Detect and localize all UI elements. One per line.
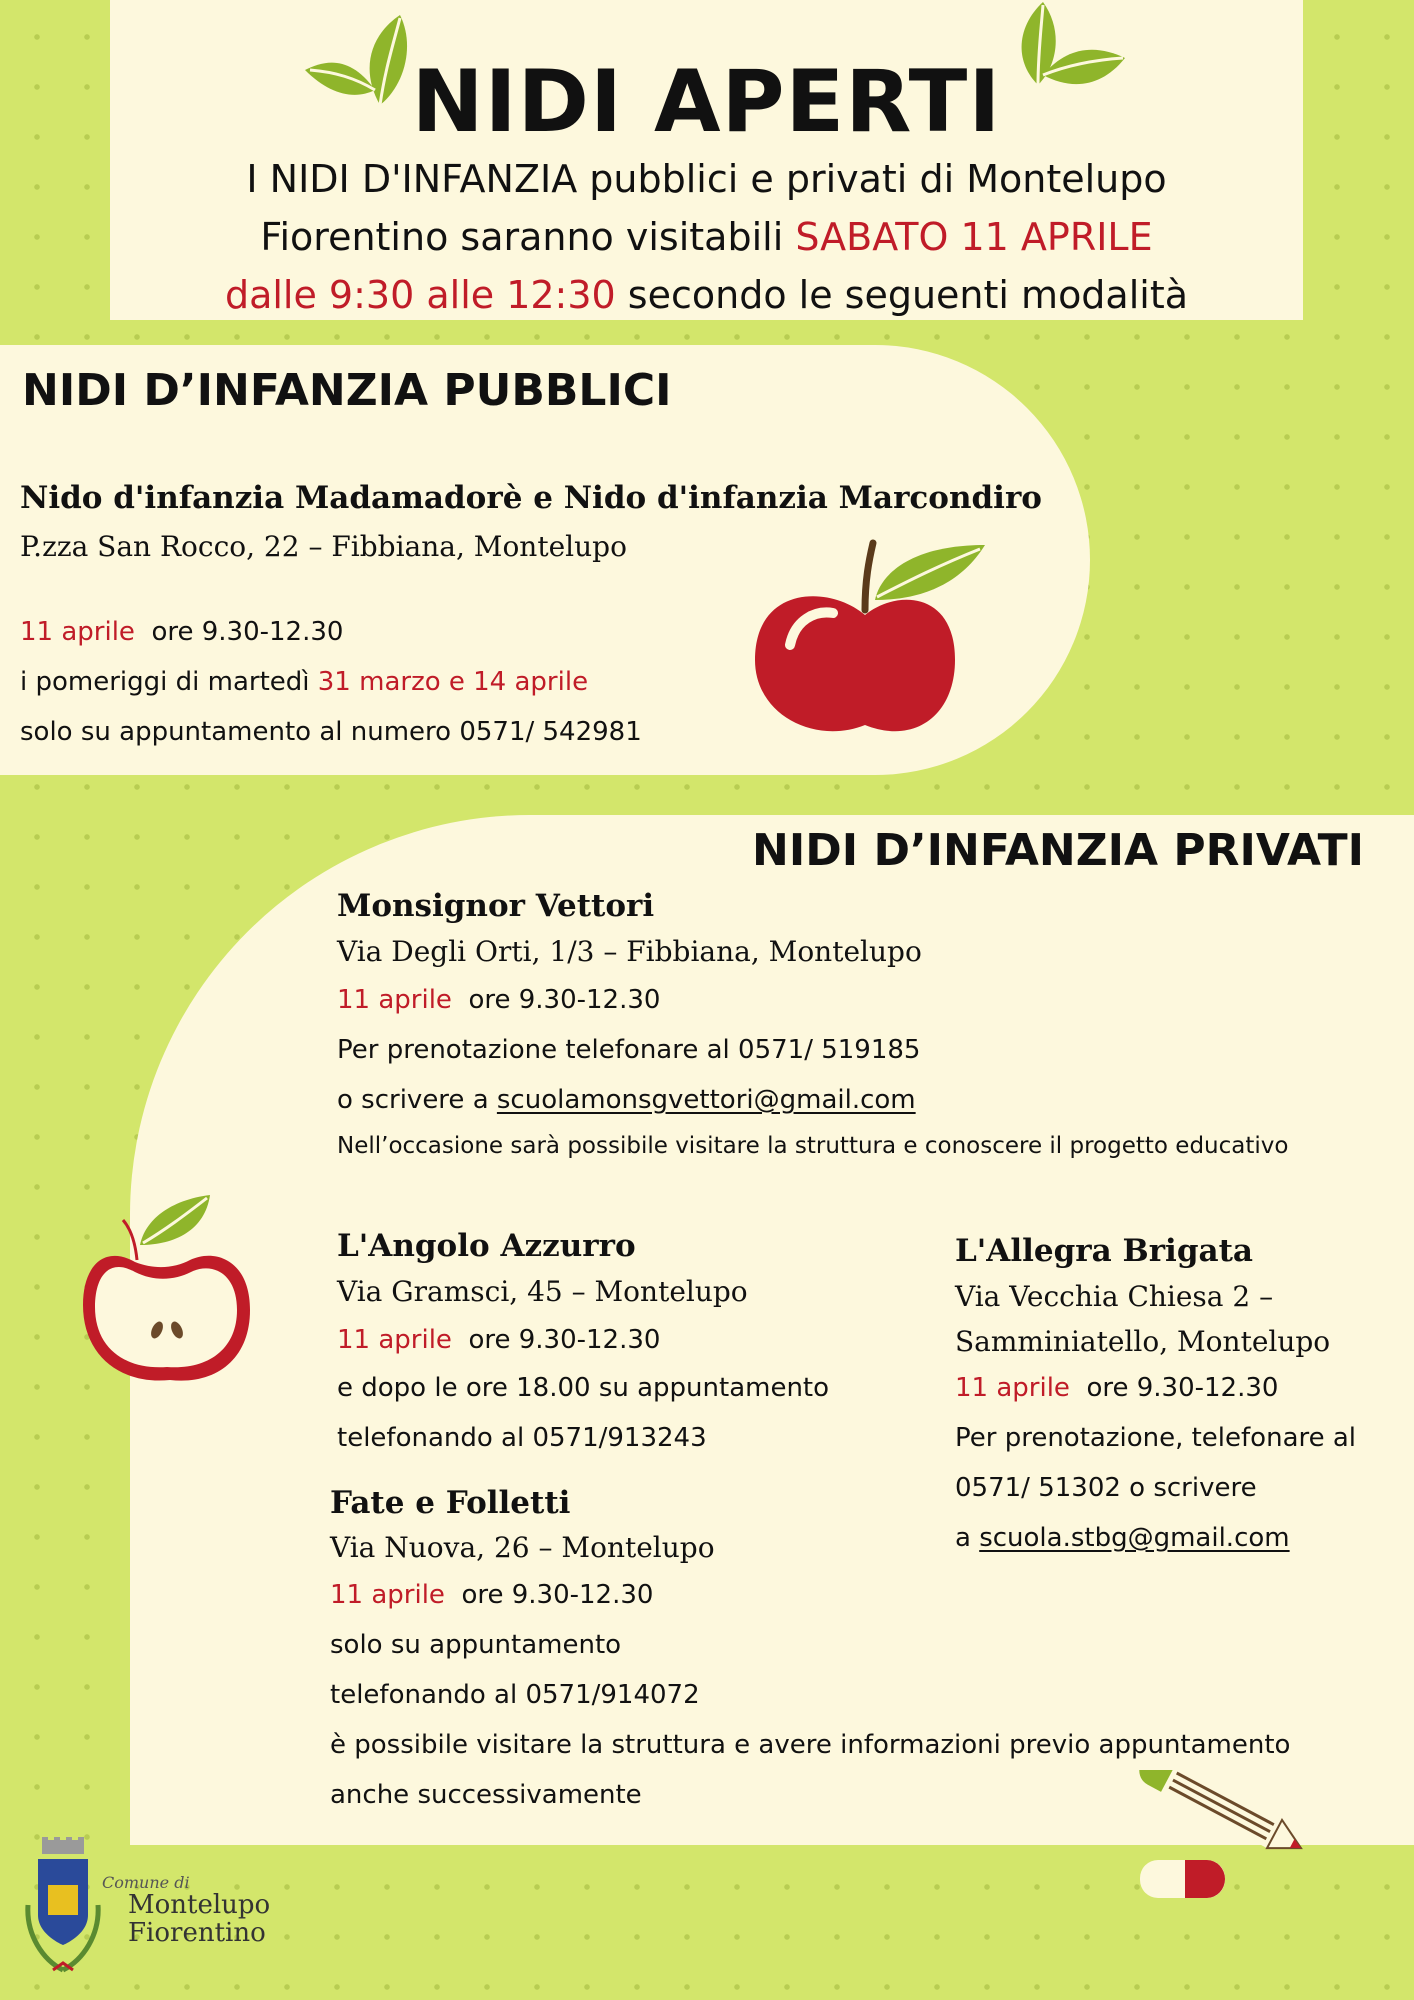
allegra-name: L'Allegra Brigata — [955, 1233, 1253, 1269]
intro-date: SABATO 11 APRILE — [795, 215, 1153, 259]
allegra-email-prefix: a — [955, 1523, 980, 1553]
angolo-line-1: e dopo le ore 18.00 su appuntamento — [337, 1373, 830, 1403]
public-appointment: solo su appuntamento al numero 0571/ 542981 — [20, 717, 642, 747]
half-apple-icon — [75, 1190, 265, 1400]
public-hours: ore 9.30-12.30 — [151, 617, 344, 647]
allegra-line-2: 0571/ 51302 o scrivere — [955, 1473, 1257, 1503]
logo-name — [128, 1891, 270, 1947]
vettori-name: Monsignor Vettori — [337, 888, 655, 924]
fate-date: 11 aprile — [330, 1580, 445, 1610]
vettori-email-link[interactable]: scuolamonsgvettori@gmail.com — [496, 1085, 916, 1115]
logo-comune-di: Comune di — [102, 1873, 190, 1892]
angolo-hours: ore 9.30-12.30 — [468, 1325, 661, 1355]
fate-open-day — [330, 1580, 653, 1610]
intro-text — [150, 150, 1263, 324]
public-afternoons-dates: 31 marzo e 14 aprile — [317, 667, 589, 697]
public-date: 11 aprile — [20, 617, 135, 647]
allegra-email-link[interactable]: scuola.stbg@gmail.com — [979, 1523, 1290, 1553]
vettori-address: Via Degli Orti, 1/3 – Fibbiana, Montelupo — [337, 935, 922, 968]
angolo-address: Via Gramsci, 45 – Montelupo — [337, 1275, 748, 1308]
vettori-phone: Per prenotazione telefonare al 0571/ 519185 — [337, 1035, 921, 1065]
municipality-logo — [18, 1835, 318, 1985]
allegra-line-1: Per prenotazione, telefonare al — [955, 1423, 1357, 1453]
allegra-email-line — [955, 1523, 1290, 1553]
vettori-date: 11 aprile — [337, 985, 452, 1015]
logo-name-line-2: Fiorentino — [128, 1918, 266, 1948]
intro-hours: dalle 9:30 alle 12:30 — [224, 273, 616, 317]
angolo-line-2: telefonando al 0571/913243 — [337, 1423, 707, 1453]
vettori-email-prefix: o scrivere a — [337, 1085, 497, 1115]
vettori-hours: ore 9.30-12.30 — [468, 985, 661, 1015]
private-nidi-panel — [130, 815, 1414, 1845]
pencil-eraser-icon — [1135, 1770, 1325, 1910]
allegra-open-day — [955, 1373, 1278, 1403]
fate-line-2: telefonando al 0571/914072 — [330, 1680, 700, 1710]
vettori-note: Nell’occasione sarà possibile visitare la struttura e conoscere il progetto educativo — [337, 1133, 1289, 1159]
fate-address: Via Nuova, 26 – Montelupo — [330, 1531, 715, 1564]
allegra-address-1: Via Vecchia Chiesa 2 – — [955, 1280, 1274, 1313]
fate-line-1: solo su appuntamento — [330, 1630, 622, 1660]
public-nido-name: Nido d'infanzia Madamadorè e Nido d'infanzia Marcondiro — [20, 480, 1042, 516]
allegra-address-2: Samminiatello, Montelupo — [955, 1325, 1331, 1358]
header-banner — [110, 0, 1303, 320]
vettori-email-line — [337, 1085, 916, 1115]
angolo-name: L'Angolo Azzurro — [337, 1228, 636, 1264]
public-nido-address: P.zza San Rocco, 22 – Fibbiana, Montelupo — [20, 530, 627, 563]
public-afternoons — [20, 667, 588, 697]
red-apple-icon — [745, 535, 995, 745]
logo-name-line-1: Montelupo — [128, 1890, 271, 1920]
private-heading: NIDI D’INFANZIA PRIVATI — [752, 825, 1364, 876]
intro-line-2: Fiorentino saranno visitabili — [260, 215, 796, 259]
page-title: NIDI APERTI — [411, 52, 1002, 152]
intro-line-1: I NIDI D'INFANZIA pubblici e privati di Montelupo — [246, 157, 1167, 201]
vettori-open-day — [337, 985, 660, 1015]
allegra-date: 11 aprile — [955, 1373, 1070, 1403]
intro-line-3: secondo le seguenti modalità — [615, 273, 1189, 317]
allegra-hours: ore 9.30-12.30 — [1086, 1373, 1279, 1403]
angolo-date: 11 aprile — [337, 1325, 452, 1355]
public-open-day — [20, 617, 343, 647]
public-nidi-panel — [0, 345, 1090, 775]
fate-line-4: anche successivamente — [330, 1780, 642, 1810]
angolo-open-day — [337, 1325, 660, 1355]
coat-of-arms-icon — [18, 1835, 108, 1985]
fate-name: Fate e Folletti — [330, 1485, 571, 1521]
fate-hours: ore 9.30-12.30 — [461, 1580, 654, 1610]
public-heading: NIDI D’INFANZIA PUBBLICI — [22, 365, 672, 416]
public-afternoons-label: i pomeriggi di martedì — [20, 667, 318, 697]
fate-line-3: è possibile visitare la struttura e avere informazioni previo appuntamento — [330, 1730, 1291, 1760]
